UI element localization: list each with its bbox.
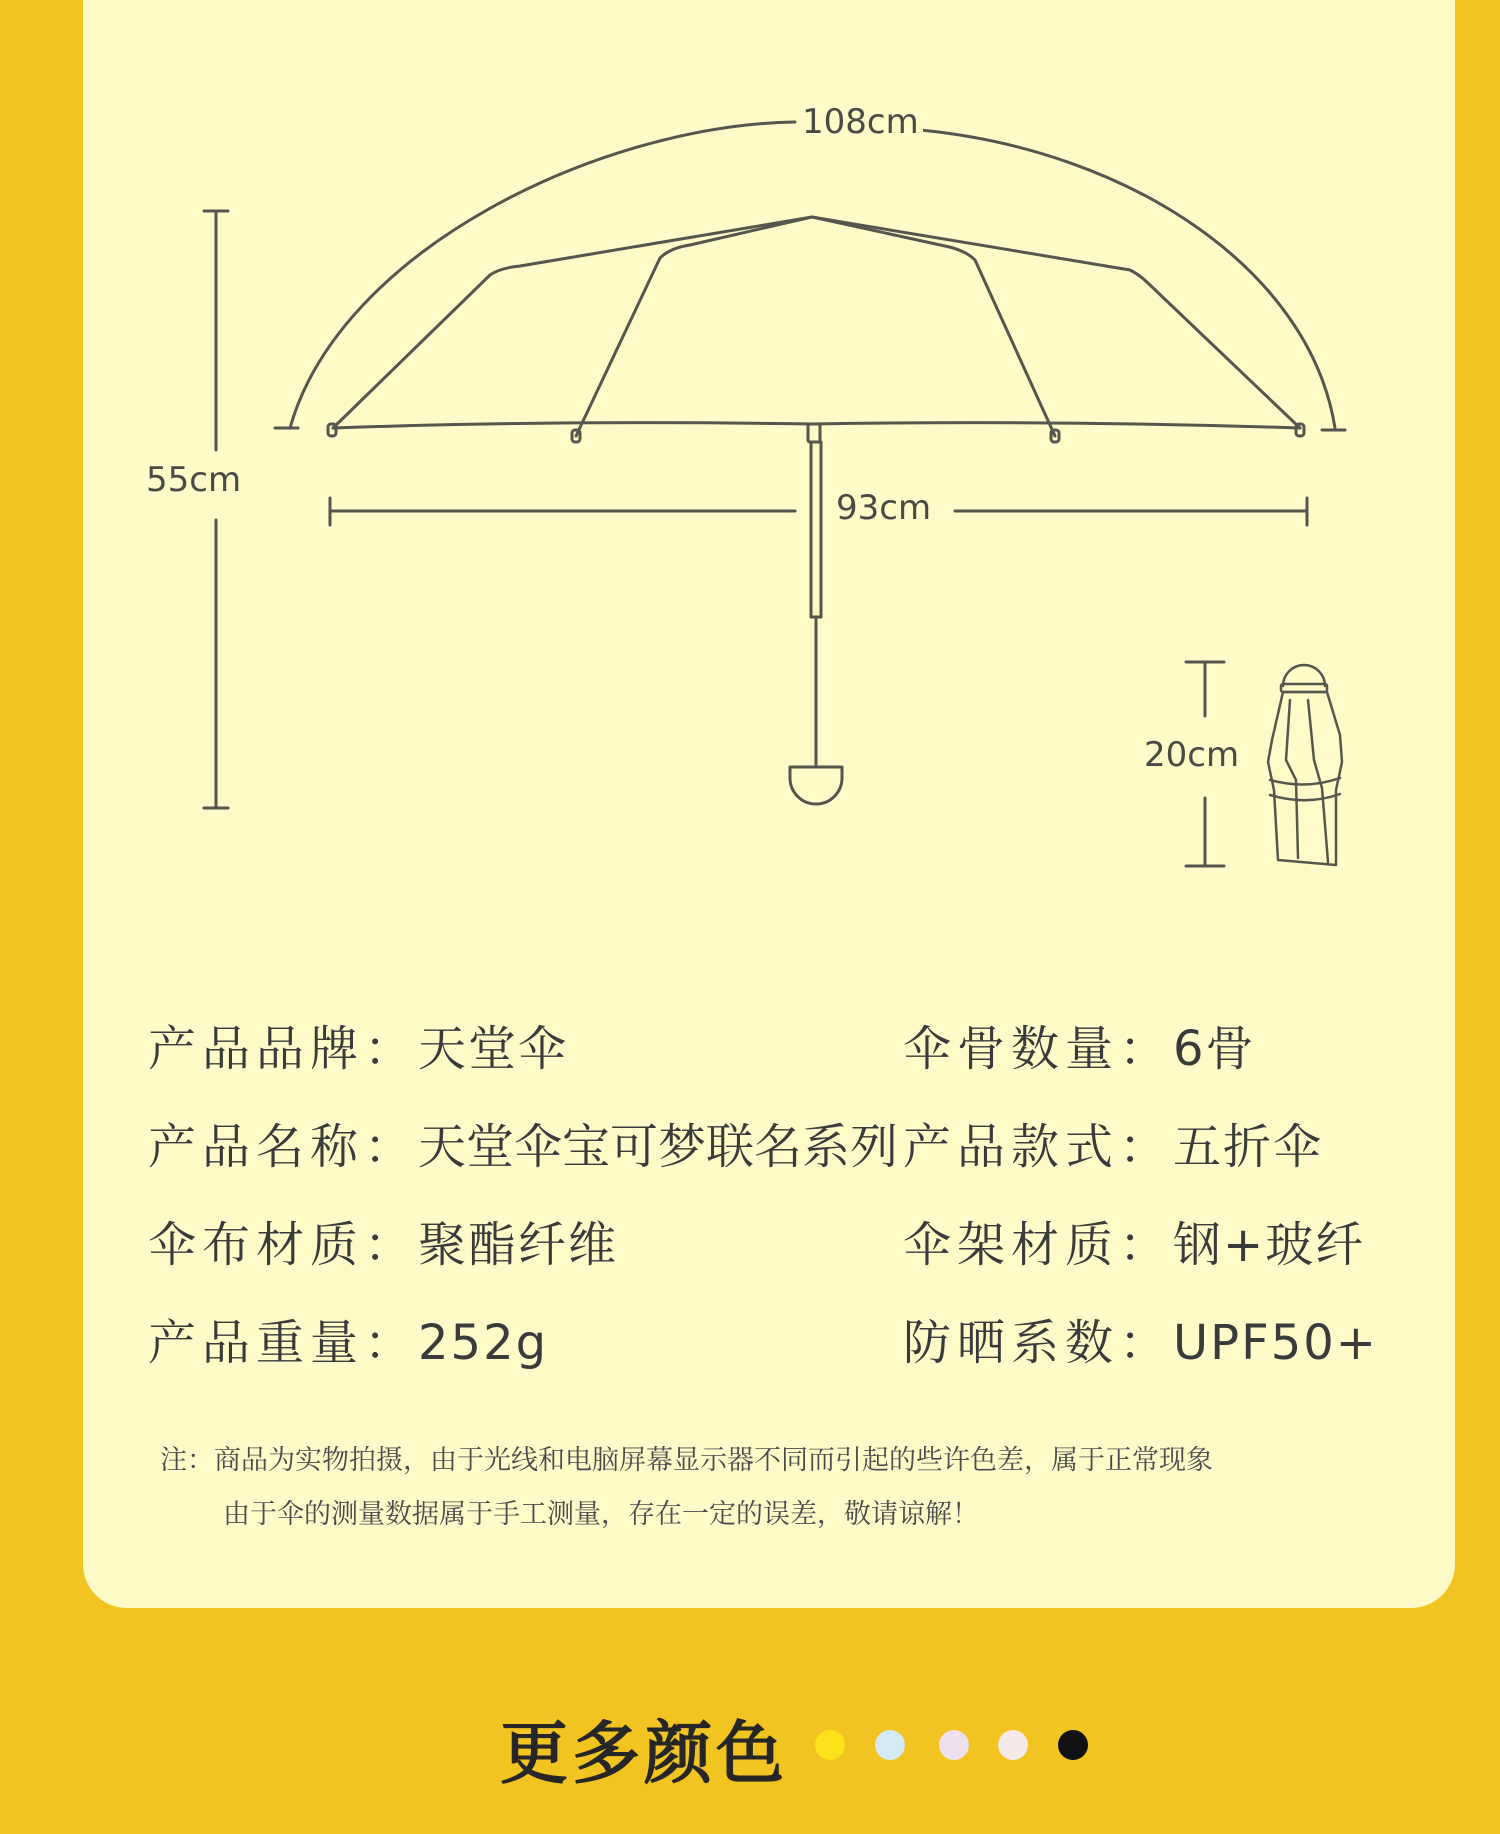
more-colors-title: 更多颜色 <box>500 1715 789 1794</box>
canopy-outline <box>333 217 1300 428</box>
spec-weight: 产品重量：252g <box>148 1315 549 1371</box>
color-swatch-yellow[interactable] <box>815 1730 845 1760</box>
folded-umbrella <box>1268 665 1342 865</box>
spec-name: 产品名称：天堂伞宝可梦联名系列 <box>148 1119 899 1175</box>
note-line-2: 由于伞的测量数据属于手工测量，存在一定的误差，敬请谅解！ <box>223 1499 979 1530</box>
spec-ribs: 伞骨数量：6骨 <box>903 1021 1256 1077</box>
spec-upf: 防晒系数：UPF50+ <box>903 1315 1378 1371</box>
span-label: 93cm <box>836 488 932 528</box>
handle <box>790 767 842 804</box>
note-line-1: 注：商品为实物拍摄，由于光线和电脑屏幕显示器不同而引起的些许色差，属于正常现象 <box>160 1445 1213 1476</box>
height-label: 55cm <box>146 460 242 500</box>
color-swatch-pink[interactable] <box>998 1730 1028 1760</box>
spec-fabric: 伞布材质：聚酯纤维 <box>148 1217 619 1273</box>
arc-length-label: 108cm <box>798 102 923 142</box>
arc-measure-line <box>290 122 1335 428</box>
color-swatch-black[interactable] <box>1058 1730 1088 1760</box>
umbrella-diagram <box>0 0 1500 900</box>
folded-length-label: 20cm <box>1144 735 1240 775</box>
spec-style: 产品款式：五折伞 <box>903 1119 1324 1175</box>
spec-brand: 产品品牌：天堂伞 <box>148 1021 569 1077</box>
disclaimer-note <box>160 1434 1213 1542</box>
spec-frame: 伞架材质：钢+玻纤 <box>903 1217 1366 1273</box>
color-swatch-lilac[interactable] <box>939 1730 969 1760</box>
color-swatch-blue[interactable] <box>875 1730 905 1760</box>
